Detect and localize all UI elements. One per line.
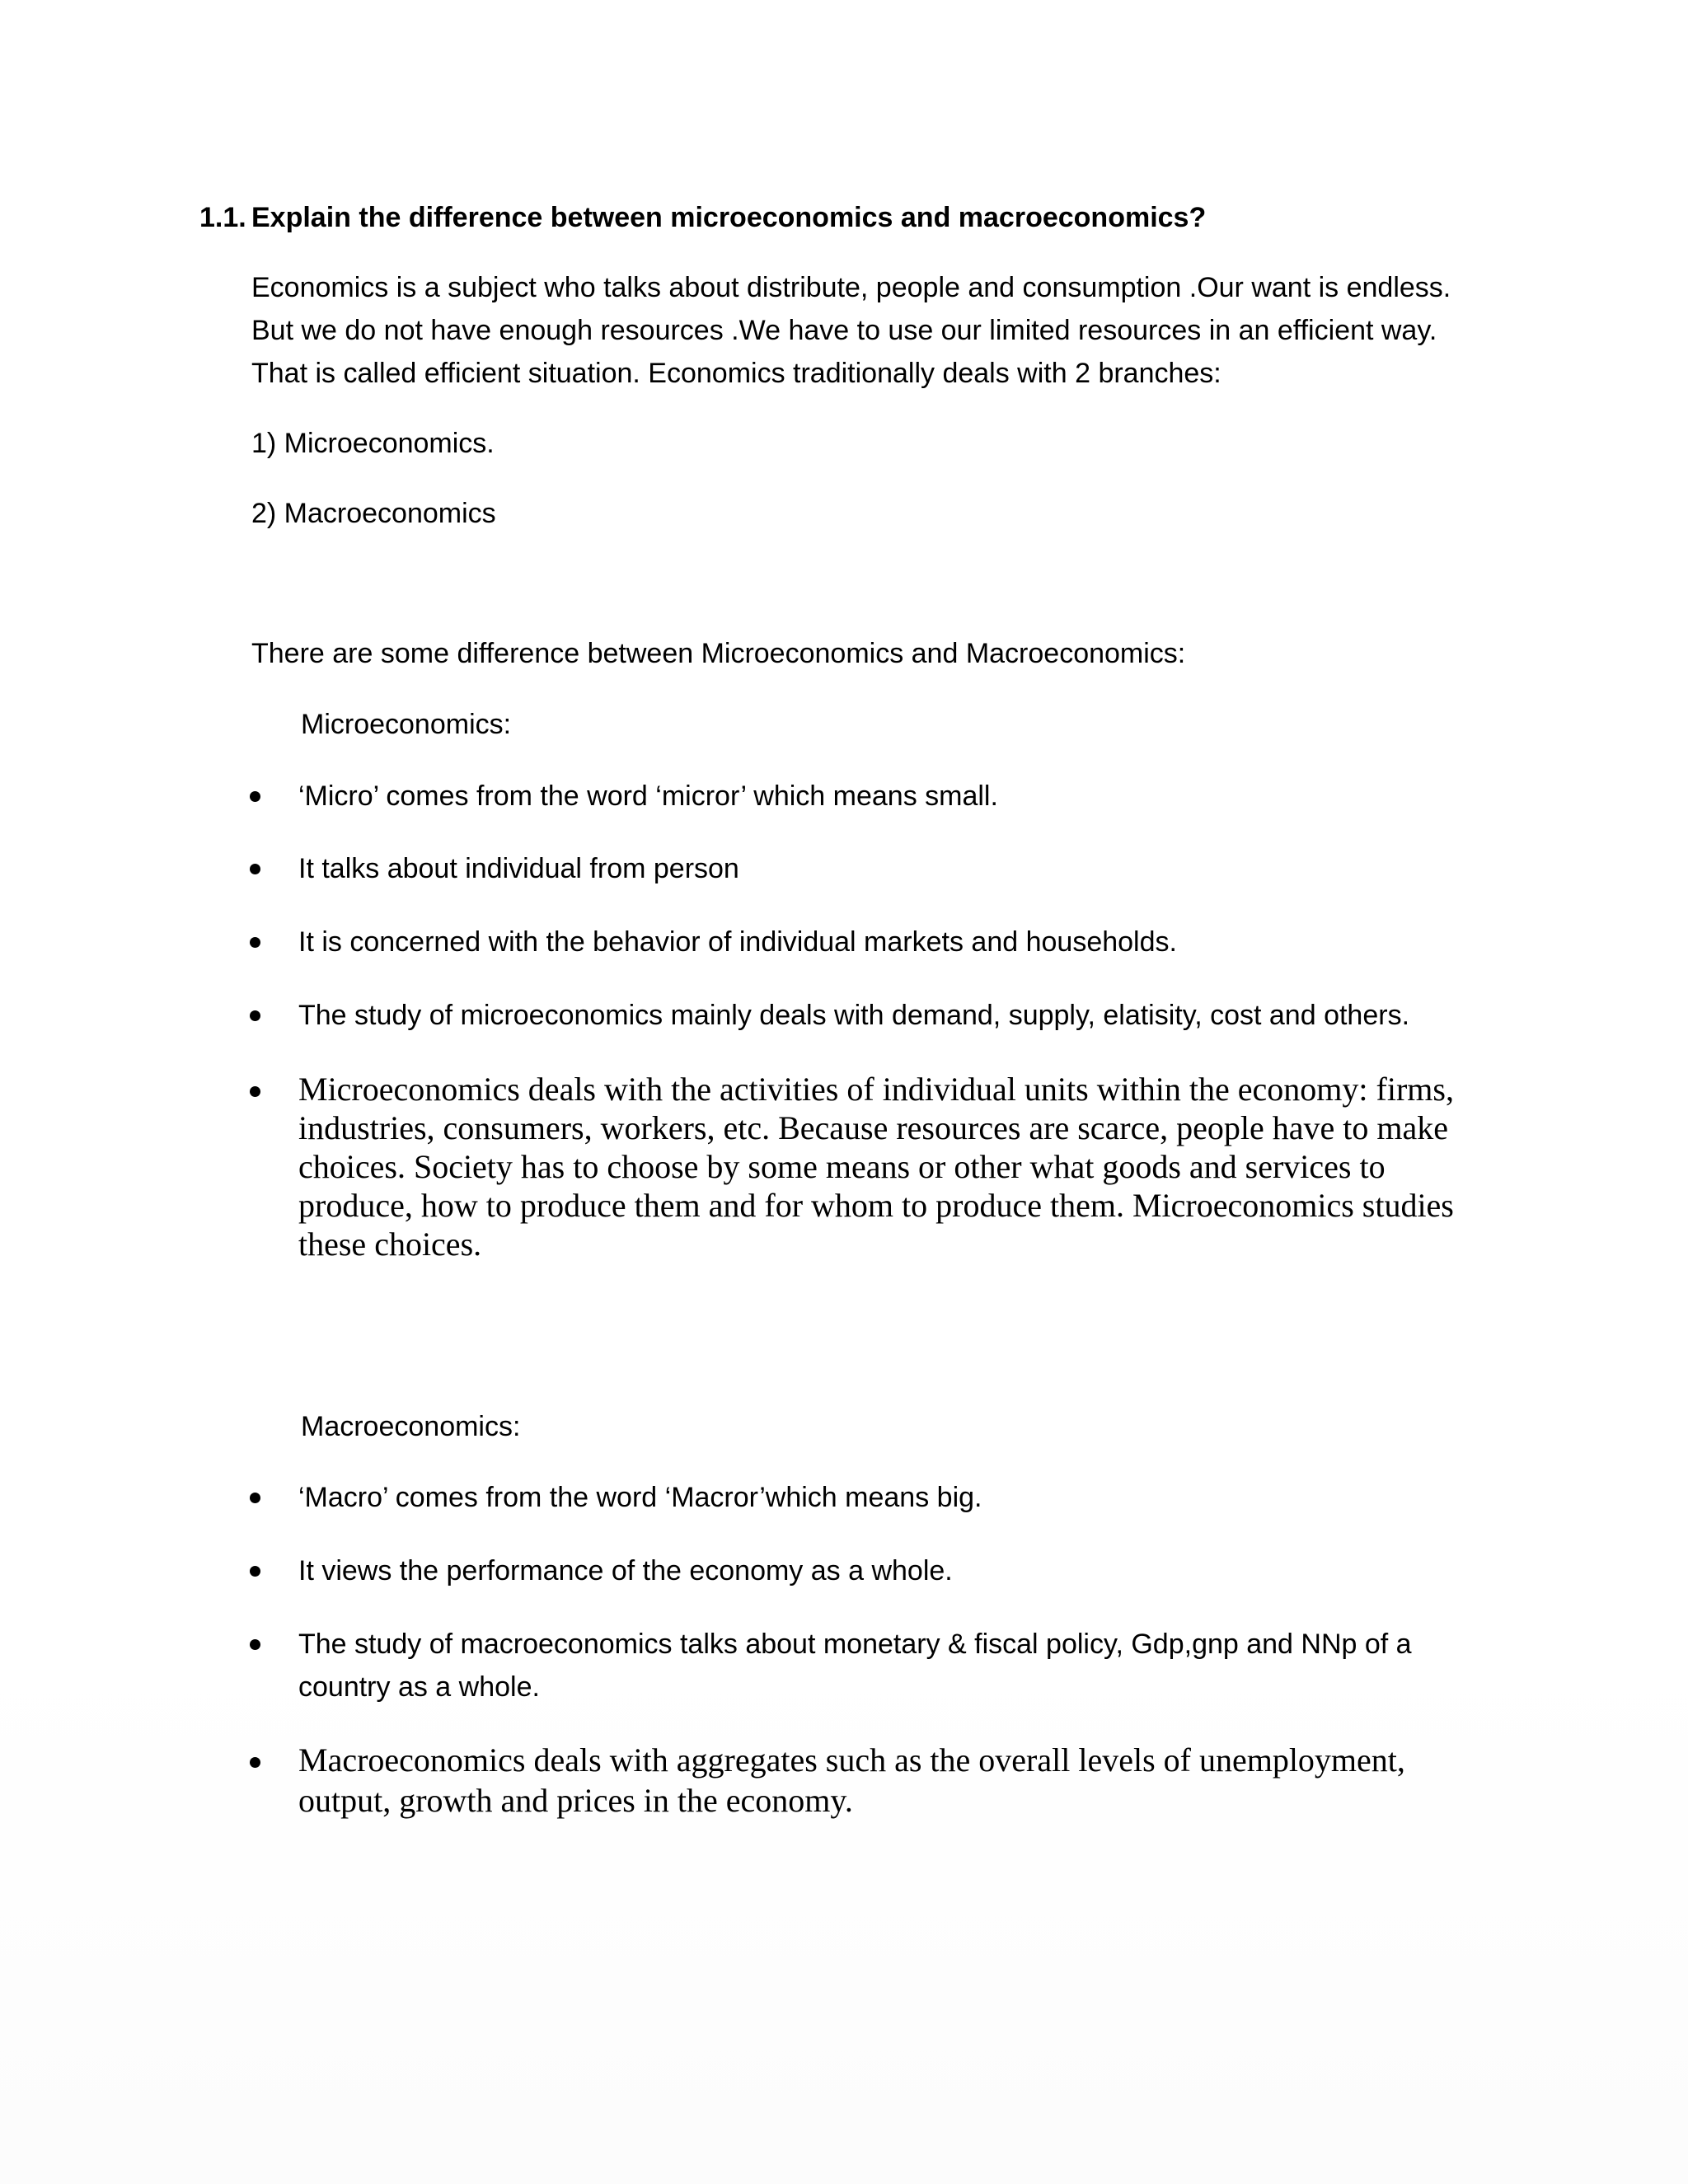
bullet-icon <box>250 937 260 948</box>
branch-item: 2) Macroeconomics <box>251 498 496 529</box>
bullet-icon <box>250 1086 260 1097</box>
bullet-icon <box>250 1566 260 1577</box>
macro-bullet: ‘Macro’ comes from the word ‘Macror’which means big. <box>298 1482 982 1513</box>
macro-bullet: It views the performance of the economy as a whole. <box>298 1555 953 1586</box>
bullet-icon <box>250 1639 260 1650</box>
micro-bullet: The study of microeconomics mainly deals with demand, supply, elatisity, cost and others. <box>298 1000 1410 1031</box>
macro-serif-line: Macroeconomics deals with aggregates such as the overall levels of unemployment, <box>298 1741 1405 1779</box>
difference-intro: There are some difference between Microeconomics and Macroeconomics: <box>251 638 1186 669</box>
macro-bullet-continuation: country as a whole. <box>298 1671 540 1703</box>
micro-serif-line: choices. Society has to choose by some means or other what goods and services to <box>298 1148 1386 1185</box>
intro-line: But we do not have enough resources .We have to use our limited resources in an efficient way. <box>251 315 1437 346</box>
bullet-icon <box>250 791 260 802</box>
micro-serif-line: produce, how to produce them and for whom to produce them. Microeconomics studies <box>298 1187 1454 1224</box>
micro-bullet: ‘Micro’ comes from the word ‘micror’ which means small. <box>298 780 998 812</box>
question-number: 1.1. <box>199 202 246 233</box>
branch-item: 1) Microeconomics. <box>251 428 495 459</box>
micro-serif-line: industries, consumers, workers, etc. Because resources are scarce, people have to make <box>298 1109 1448 1146</box>
micro-serif-line: these choices. <box>298 1226 482 1263</box>
question-title: Explain the difference between microeconomics and macroeconomics? <box>251 202 1207 233</box>
bullet-icon <box>250 864 260 874</box>
macro-serif-line: output, growth and prices in the economy. <box>298 1782 853 1819</box>
bullet-icon <box>250 1010 260 1021</box>
bullet-icon <box>250 1493 260 1503</box>
micro-serif-line: Microeconomics deals with the activities of individual units within the economy: firms, <box>298 1071 1454 1108</box>
micro-bullet: It talks about individual from person <box>298 853 739 884</box>
macro-bullet: The study of macroeconomics talks about monetary & fiscal policy, Gdp,gnp and NNp of a <box>298 1629 1412 1660</box>
macro-heading: Macroeconomics: <box>301 1411 521 1442</box>
micro-bullet: It is concerned with the behavior of individual markets and households. <box>298 926 1177 958</box>
intro-line: Economics is a subject who talks about distribute, people and consumption .Our want is endless. <box>251 272 1451 303</box>
intro-line: That is called efficient situation. Economics traditionally deals with 2 branches: <box>251 358 1221 389</box>
micro-heading: Microeconomics: <box>301 709 512 740</box>
bullet-icon <box>250 1757 260 1768</box>
